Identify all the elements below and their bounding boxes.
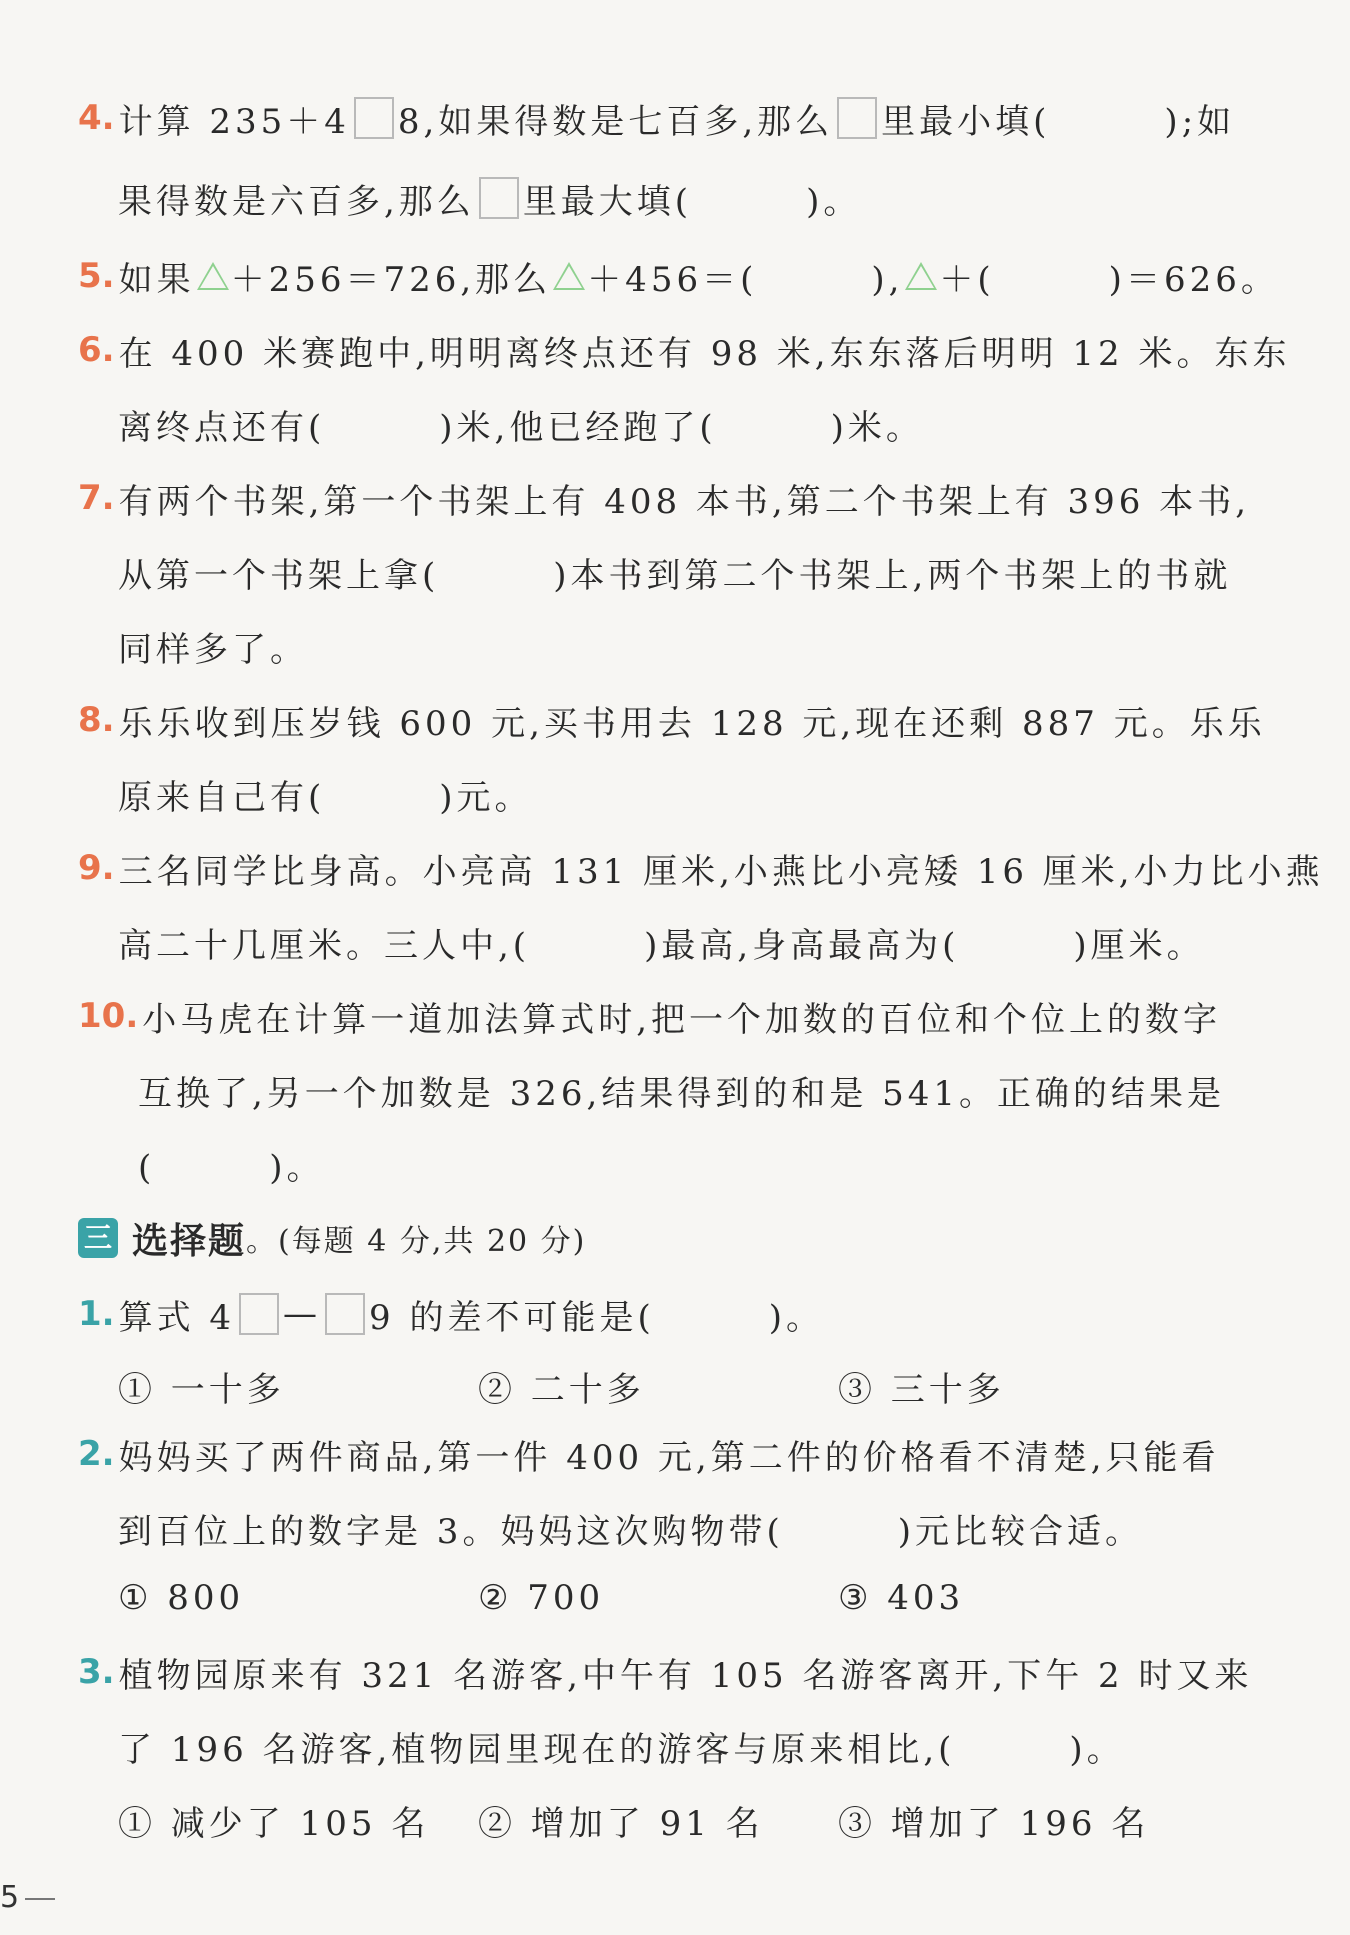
- choice-2-option-1[interactable]: ① 800: [118, 1578, 245, 1618]
- question-number: 1.: [78, 1294, 115, 1334]
- question-8-line-1: [78, 690, 1266, 750]
- question-text: 在 400 米赛跑中,明明离终点还有 98 米,东东落后明明 12 米。东东: [118, 333, 1291, 374]
- question-text: 了 196 名游客,植物园里现在的游客与原来相比,( )。: [118, 1729, 1125, 1770]
- question-9-line-2: [118, 912, 1205, 972]
- question-10-line-2: [138, 1060, 1225, 1120]
- question-7-line-3: [118, 616, 308, 676]
- question-text: 植物园原来有 321 名游客,中午有 105 名游客离开,下午 2 时又来: [118, 1655, 1253, 1696]
- question-text: 小马虎在计算一道加法算式时,把一个加数的百位和个位上的数字: [142, 999, 1222, 1040]
- question-text: 如果: [118, 259, 195, 300]
- question-text: 同样多了。: [118, 629, 308, 670]
- section-header: [78, 1208, 586, 1268]
- question-text: 果得数是六百多,那么: [118, 181, 475, 222]
- question-10-line-1: [78, 986, 1221, 1046]
- question-number: 4.: [78, 98, 115, 138]
- question-text: 妈妈买了两件商品,第一件 400 元,第二件的价格看不清楚,只能看: [118, 1437, 1220, 1478]
- choice-question-3-line-2: [118, 1716, 1125, 1776]
- choice-3-option-3[interactable]: ③ 增加了 196 名: [838, 1804, 1150, 1844]
- question-text: 有两个书架,第一个书架上有 408 本书,第二个书架上有 396 本书,: [118, 481, 1251, 522]
- question-text: ( )。: [138, 1147, 325, 1188]
- question-text: 互换了,另一个加数是 326,结果得到的和是 541。正确的结果是: [138, 1073, 1226, 1114]
- choice-question-3-line-1: [78, 1642, 1252, 1702]
- choice-2-option-2[interactable]: ② 700: [478, 1578, 605, 1618]
- question-number: 5.: [78, 256, 115, 296]
- choice-question-2-line-1: [78, 1424, 1220, 1484]
- question-text: ＋456＝( ),: [587, 259, 904, 300]
- choice-question-1: [78, 1284, 824, 1344]
- question-text: 里最大填( )。: [522, 181, 862, 222]
- question-text: 离终点还有( )米,他已经跑了( )米。: [118, 407, 924, 448]
- question-text: ＋( )＝626。: [939, 259, 1279, 300]
- question-7-line-2: [118, 542, 1231, 602]
- triangle-icon: [905, 262, 937, 290]
- question-text: 计算 235＋4: [118, 101, 350, 142]
- question-text: 里最小填( );如: [881, 101, 1236, 142]
- question-text: 从第一个书架上拿( )本书到第二个书架上,两个书架上的书就: [118, 555, 1232, 596]
- question-text: 原来自己有( )元。: [118, 777, 533, 818]
- question-9-line-1: [78, 838, 1324, 898]
- triangle-icon: [553, 262, 585, 290]
- choice-1-option-2[interactable]: ② 二十多: [478, 1370, 645, 1410]
- question-text: 到百位上的数字是 3。妈妈这次购物带( )元比较合适。: [118, 1511, 1143, 1552]
- question-text: 算式 4: [118, 1297, 236, 1338]
- section-title: 选择题: [132, 1220, 247, 1262]
- question-6-line-2: [118, 394, 924, 454]
- question-text: —: [283, 1294, 322, 1334]
- choice-3-option-2[interactable]: ② 增加了 91 名: [478, 1804, 764, 1844]
- blank-box[interactable]: [325, 1293, 365, 1335]
- question-8-line-2: [118, 764, 533, 824]
- question-text: 高二十几厘米。三人中,( )最高,身高最高为( )厘米。: [118, 925, 1205, 966]
- question-text: 9 的差不可能是( )。: [369, 1297, 824, 1338]
- blank-box[interactable]: [479, 177, 519, 219]
- choice-2-option-3[interactable]: ③ 403: [838, 1578, 965, 1618]
- triangle-icon: [197, 262, 229, 290]
- blank-box[interactable]: [239, 1293, 279, 1335]
- question-text: 乐乐收到压岁钱 600 元,买书用去 128 元,现在还剩 887 元。乐乐: [118, 703, 1266, 744]
- choice-question-2-line-2: [118, 1498, 1143, 1558]
- question-10-line-3: [138, 1134, 325, 1194]
- page-number: 5: [0, 1880, 55, 1915]
- question-text: ＋256＝726,那么: [230, 259, 552, 300]
- choice-3-option-1[interactable]: ① 减少了 105 名: [118, 1804, 430, 1844]
- question-text: 三名同学比身高。小亮高 131 厘米,小燕比小亮矮 16 厘米,小力比小燕: [118, 851, 1324, 892]
- question-number: 8.: [78, 700, 115, 740]
- question-7-line-1: [78, 468, 1250, 528]
- question-number: 2.: [78, 1434, 115, 1474]
- section-number-icon: 三: [78, 1218, 118, 1258]
- blank-box[interactable]: [354, 97, 394, 139]
- section-note: 。(每题 4 分,共 20 分): [246, 1224, 587, 1259]
- choice-1-option-3[interactable]: ③ 三十多: [838, 1370, 1005, 1410]
- question-4-line-1: [78, 88, 1235, 148]
- question-number: 9.: [78, 848, 115, 888]
- question-number: 7.: [78, 478, 115, 518]
- question-number: 3.: [78, 1652, 115, 1692]
- question-5: [78, 246, 1279, 306]
- question-4-line-2: [118, 168, 861, 228]
- choice-1-option-1[interactable]: ① 一十多: [118, 1370, 285, 1410]
- question-text: 8,如果得数是七百多,那么: [397, 101, 834, 142]
- question-6-line-1: [78, 320, 1290, 380]
- question-number: 6.: [78, 330, 115, 370]
- question-number: 10.: [78, 996, 139, 1036]
- blank-box[interactable]: [837, 97, 877, 139]
